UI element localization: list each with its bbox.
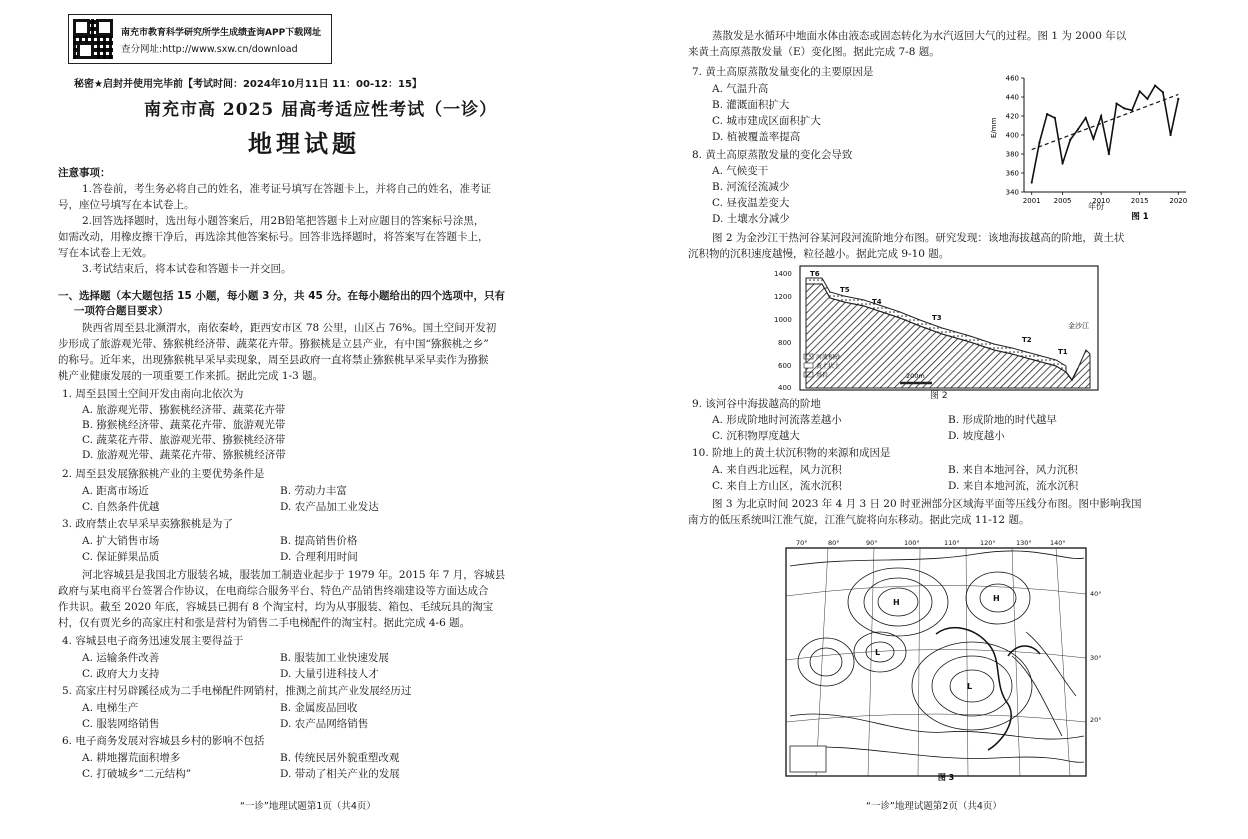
data-point [1031, 181, 1033, 183]
data-point [1177, 98, 1179, 100]
data-point [1154, 85, 1156, 87]
notice-line: 1.答卷前，考生务必将自己的姓名，准考证号填写在答题卡上，并将自己的姓名，准考证 [82, 183, 492, 195]
legend-label: 基岩 [816, 372, 829, 379]
terrace-label: T3 [932, 314, 942, 322]
option: B. 来自本地河谷，风力沉积 [948, 464, 1078, 476]
x-tick-labels [1023, 192, 1187, 205]
notice-line: 3.考试结束后，将本试卷和答题卡一并交回。 [82, 263, 292, 275]
fig3-intro-line: 图 3 为北京时间 2023 年 4 月 3 日 20 时亚洲部分区域海平面等压线分布图。图中影响我国 [712, 498, 1142, 510]
option: C. 服装网络销售 [82, 718, 160, 730]
isobar-map [776, 536, 1116, 782]
intro-line: 蒸散发是水循环中地面水体由液态或固态转化为水汽返回大气的过程。图 1 为 2000 年以 [712, 30, 1127, 42]
option: D. 带动了相关产业的发展 [280, 768, 400, 780]
elevation-tick: 600 [778, 362, 792, 370]
material-line: 步形成了旅游观光带、猕猴桃经济带、蔬菜花卉带。猕猴桃是立县产业，有中国“猕猴桃之乡” [58, 338, 489, 350]
option: D. 植被覆盖率提高 [712, 131, 801, 143]
data-point [1092, 138, 1094, 140]
notice-line: 写在本试卷上无效。 [58, 247, 153, 259]
option: A. 来自西北远程，风力沉积 [712, 464, 842, 476]
pressure-label: L [875, 648, 881, 657]
option: B. 形成阶地的时代越早 [948, 414, 1057, 426]
latitude-label: 20° [1090, 716, 1102, 724]
map-frame [786, 548, 1086, 776]
scale-label: 200m [906, 372, 925, 380]
question-2: 2. 周至县发展猕猴桃产业的主要优势条件是 [62, 468, 265, 480]
x-tick-label: 2005 [1053, 197, 1072, 205]
option: A. 气温升高 [712, 83, 769, 95]
elevation-tick: 800 [778, 339, 792, 347]
y-tick-label: 380 [1005, 150, 1019, 159]
option: D. 坡度越小 [948, 430, 1005, 442]
notice-heading: 注意事项： [58, 167, 111, 179]
fig3-intro-line: 南方的低压系统叫江淮气旋，江淮气旋将向东移动。据此完成 11-12 题。 [688, 514, 1030, 526]
x-tick-label: 2015 [1130, 197, 1149, 205]
terrace-label: T6 [810, 270, 820, 278]
option: D. 大量引进科技人才 [280, 668, 379, 680]
option: C. 城市建成区面积扩大 [712, 115, 821, 127]
material-line: 陕西省周至县北濒渭水，南依秦岭，距西安市区 78 公里，山区占 76%。国土空间开发初 [82, 322, 497, 334]
pressure-label: H [993, 594, 1000, 603]
qr-header-box [68, 14, 332, 64]
option: C. 政府大力支持 [82, 668, 160, 680]
evapotranspiration-series-line [1032, 86, 1179, 183]
data-point [1054, 117, 1056, 119]
option: D. 农产品加工业发达 [280, 501, 379, 513]
data-point [1077, 128, 1079, 130]
latitude-labels [1090, 590, 1102, 724]
x-axis-label: 年份 [1088, 202, 1104, 211]
y-tick-labels [1006, 75, 1024, 197]
legend-swatch [804, 363, 813, 368]
page-footer: “一诊”地理试题第2页（共4页） [866, 801, 1002, 812]
option: C. 昼夜温差变大 [712, 197, 790, 209]
option: C. 来自上方山区，流水沉积 [712, 480, 842, 492]
fig2-intro-line: 图 2 为金沙江干热河谷某河段河流阶地分布图。研究发现：该地海拔越高的阶地，黄土状 [712, 232, 1125, 244]
option: B. 河流径流减少 [712, 181, 790, 193]
terrace-label: T5 [840, 286, 850, 294]
longitude-label: 70° [796, 539, 808, 547]
pressure-label: L [967, 682, 973, 691]
legend-swatch [804, 354, 813, 359]
data-point [1146, 98, 1148, 100]
terrace-label: T1 [1058, 348, 1068, 356]
longitude-label: 90° [866, 539, 878, 547]
figure-3-caption: 图 3 [937, 773, 955, 782]
material-line: 作共识。截至 2020 年底，容城县已拥有 8 个淘宝村，均为从事服装、箱包、毛绒玩具的淘宝 [58, 601, 494, 613]
y-axis-label: E/mm [990, 117, 998, 138]
longitude-label: 110° [944, 539, 960, 547]
question-3: 3. 政府禁止农早采早卖猕猴桃是为了 [62, 518, 233, 530]
data-point [1162, 91, 1164, 93]
option: A. 扩大销售市场 [82, 535, 160, 547]
elevation-tick: 400 [778, 384, 792, 392]
material-line: 河北容城县是我国北方服装名城，服装加工制造业起步于 1979 年。2015 年 7 月，容城县 [82, 569, 506, 581]
longitude-label: 120° [980, 539, 996, 547]
data-point [1061, 162, 1063, 164]
option: C. 自然条件优越 [82, 501, 160, 513]
option: A. 形成阶地时河流落差越小 [712, 414, 842, 426]
intro-line: 来黄土高原蒸散发量（E）变化图。据此完成 7-8 题。 [688, 46, 940, 58]
qr-code-icon [73, 19, 113, 59]
option: A. 电梯生产 [82, 702, 139, 714]
option: B. 提高销售价格 [280, 535, 358, 547]
section-heading: 一、选择题（本大题包括 15 小题，每小题 3 分，共 45 分。在每小题给出的四个选项中，只有 [58, 290, 505, 302]
question-1: 1. 周至县国土空间开发由南向北依次为 [62, 388, 244, 400]
option: C. 打破城乡“二元结构” [82, 768, 192, 780]
y-tick-label: 420 [1005, 112, 1019, 121]
data-point [1069, 139, 1071, 141]
data-point [1123, 107, 1125, 109]
map-legend-box [790, 746, 826, 772]
figure-1-caption: 图 1 [1131, 212, 1149, 222]
longitude-label: 80° [828, 539, 840, 547]
notice-line: 2.回答选择题时，选出每小题答案后，用2B铅笔把答题卡上对应题目的答案标号涂黑， [82, 215, 485, 227]
qr-line2: 查分网址:http://www.sxw.cn/download [121, 44, 298, 55]
x-tick-label: 2001 [1022, 197, 1041, 205]
question-4: 4. 容城县电子商务迅速发展主要得益于 [62, 635, 244, 647]
option: D. 来自本地河流，流水沉积 [948, 480, 1079, 492]
question-7: 7. 黄土高原蒸散发量变化的主要原因是 [692, 66, 874, 78]
y-tick-label: 440 [1005, 93, 1019, 102]
option: B. 金属废品回收 [280, 702, 358, 714]
longitude-label: 130° [1016, 539, 1032, 547]
x-tick-label: 2020 [1169, 197, 1188, 205]
question-10: 10. 阶地上的黄土状沉积物的来源和成因是 [692, 447, 891, 459]
option: B. 灌溉面积扩大 [712, 99, 790, 111]
chart-series [1031, 85, 1180, 184]
longitude-label: 100° [904, 539, 920, 547]
elevation-tick: 1000 [774, 316, 792, 324]
legend-swatch [804, 372, 813, 377]
question-5: 5. 高家庄村另辟蹊径成为二手电梯配件网销村，推测之前其产业发展经历过 [62, 685, 412, 697]
elevation-ticks [774, 270, 792, 392]
evapotranspiration-chart [990, 68, 1200, 228]
data-point [1100, 115, 1102, 117]
elevation-tick: 1200 [774, 293, 792, 301]
option: A. 旅游观光带、猕猴桃经济带、蔬菜花卉带 [82, 404, 286, 416]
y-tick-label: 340 [1005, 188, 1019, 197]
pressure-label: H [893, 598, 900, 607]
section-heading: 一项符合题目要求） [74, 305, 169, 317]
option: C. 蔬菜花卉带、旅游观光带、猕猴桃经济带 [82, 434, 286, 446]
option: A. 运输条件改善 [82, 652, 160, 664]
question-9: 9. 该河谷中海拔越高的阶地 [692, 398, 821, 410]
option: B. 服装加工业快速发展 [280, 652, 389, 664]
data-point [1108, 153, 1110, 155]
fig2-intro-line: 沉积物的沉积速度越慢，粒径越小。据此完成 9-10 题。 [688, 248, 950, 260]
data-point [1169, 134, 1171, 136]
option: C. 保证鲜果品质 [82, 551, 160, 563]
material-line: 的称号。近年来，出现猕猴桃早采早卖现象，周至县政府一直将禁止猕猴桃早采早卖作为猕猴 [58, 354, 489, 366]
longitude-labels [796, 539, 1066, 547]
elevation-tick: 1400 [774, 270, 792, 278]
option: D. 旅游观光带、蔬菜花卉带、猕猴桃经济带 [82, 449, 286, 461]
data-point [1085, 117, 1087, 119]
legend-label: 河流相砂 [816, 354, 841, 361]
option: A. 气候变干 [712, 165, 769, 177]
qr-line1: 南充市教育科学研究所学生成绩查询APP下载网址 [121, 28, 322, 38]
latitude-label: 30° [1090, 654, 1102, 662]
data-point [1139, 90, 1141, 92]
subject-title: 地理试题 [248, 129, 360, 158]
question-6: 6. 电子商务发展对容城县乡村的影响不包括 [62, 735, 265, 747]
notice-line: 号，座位号填写在本试卷上。 [58, 199, 195, 211]
material-line: 村，仅有贾光乡的高家庄村和张是营村为销售二手电梯配件的淘宝村。据此完成 4-6 题。 [58, 617, 471, 629]
question-8: 8. 黄土高原蒸散发量的变化会导致 [692, 149, 853, 161]
x-tick-label: 2010 [1092, 197, 1111, 205]
material-line: 政府与某电商平台签署合作协议，在电商综合服务平台、特色产品销售终端建设等方面达成合 [58, 585, 489, 597]
notice-line: 如需改动，用橡皮擦干净后，再选涂其他答案标号。回答非选择题时，将答案写在答题卡上， [58, 231, 489, 243]
latitude-label: 40° [1090, 590, 1102, 598]
legend-label: 黄土状土 [816, 363, 841, 370]
terrace-label: T2 [1022, 336, 1032, 344]
y-tick-label: 400 [1005, 131, 1019, 140]
data-point [1115, 103, 1117, 105]
page-footer: “一诊”地理试题第1页（共4页） [240, 801, 376, 812]
option: A. 距离市场近 [82, 485, 149, 497]
y-tick-label: 360 [1005, 169, 1019, 178]
secret-line: 秘密★启封并使用完毕前【考试时间：2024年10月11日 11：00-12：15】 [74, 79, 422, 90]
option: B. 劳动力丰富 [280, 485, 347, 497]
figure-2-caption: 图 2 [930, 391, 948, 401]
material-line: 桃产业健康发展的一项重要工作来抓。据此完成 1-3 题。 [58, 370, 324, 382]
trend-line [1032, 94, 1179, 149]
exam-title: 南充市高 2025 届高考适应性考试（一诊） [144, 100, 498, 120]
option: A. 耕地撂荒面积增多 [82, 752, 181, 764]
y-tick-label: 460 [1005, 74, 1019, 83]
terrace-label: T4 [872, 298, 882, 306]
longitude-label: 140° [1050, 539, 1066, 547]
option: C. 沉积物厚度越大 [712, 430, 800, 442]
option: B. 猕猴桃经济带、蔬菜花卉带、旅游观光带 [82, 419, 286, 431]
option: D. 合理利用时间 [280, 551, 358, 563]
option: B. 传统民居外貌重塑改观 [280, 752, 400, 764]
data-point [1046, 113, 1048, 115]
option: D. 农产品网络销售 [280, 718, 369, 730]
data-point [1038, 142, 1040, 144]
option: D. 土壤水分减少 [712, 213, 790, 225]
river-label: 金沙江 [1068, 322, 1089, 330]
river-terrace-diagram [772, 262, 1104, 398]
